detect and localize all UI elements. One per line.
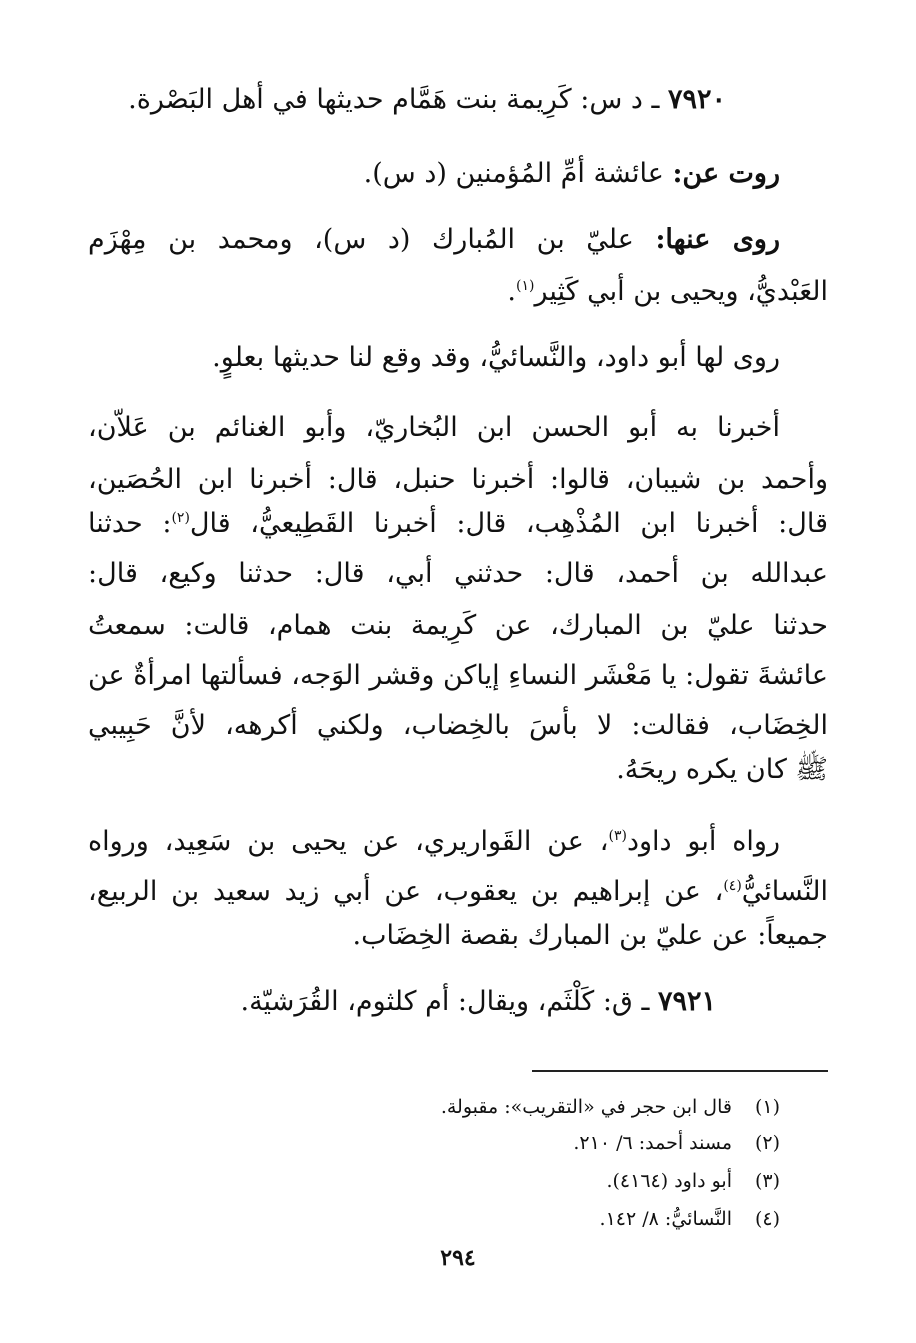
entry-number: ٧٩٢١ xyxy=(657,986,716,1017)
riwaya2-text: رواه أبو داود xyxy=(626,826,780,857)
footnote-ref-2: (٢) xyxy=(171,510,190,526)
hadith-text: الخِضَاب، فقالت: لا بأسَ بالخِضاب، ولكني أكرهه، لأنَّ حَبِيبي xyxy=(88,710,828,741)
footnote-2 xyxy=(200,1128,780,1158)
footnote-number: (١) xyxy=(754,1096,780,1118)
hadith-text: أخبرنا به أبو الحسن ابن البُخاريّ، وأبو الغنائم بن عَلاّن، xyxy=(88,412,780,443)
riwaya-line xyxy=(88,332,780,384)
footnote-text: قال ابن حجر في «التقريب»: مقبولة. xyxy=(440,1096,732,1118)
hadith-text: عائشةَ تقول: يا مَعْشَر النساءِ إياكن وقشر الوَجه، فسألتها امرأةٌ عن xyxy=(88,660,828,691)
footnote-number: (٤) xyxy=(754,1208,780,1230)
riwaya2-line-3 xyxy=(88,910,828,962)
rawat-line xyxy=(88,148,780,200)
entry-title: ـ د س: كَرِيمة بنت هَمَّام حديثها في أهل البَصْرة. xyxy=(128,84,660,115)
rawa-text-2-end: . xyxy=(507,276,516,307)
footnote-4 xyxy=(200,1204,780,1234)
rawat-text: عائشة أمِّ المُؤمنين (د س). xyxy=(363,158,664,189)
entry-title: ـ ق: كَلْثَم، ويقال: أم كلثوم، القُرَشيّة. xyxy=(240,986,650,1017)
hadith-line-5 xyxy=(88,600,828,652)
footnote-ref-1: (١) xyxy=(516,278,535,294)
page-number: ٢٩٤ xyxy=(440,1245,476,1271)
entry-number: ٧٩٢٠ xyxy=(667,84,726,115)
footnote-text: النَّسائيُّ: ٨/ ١٤٢. xyxy=(599,1208,732,1230)
hadith-line-6 xyxy=(88,650,828,702)
hadith-text: قال: أخبرنا ابن المُذْهِب، قال: أخبرنا القَطِيعيُّ، قال xyxy=(189,508,828,539)
entry-7921-header xyxy=(88,976,716,1028)
riwaya2-text: النَّسائيُّ xyxy=(741,876,828,907)
rawa-text-2: العَبْديُّ، ويحيى بن أبي كَثِير xyxy=(534,276,828,307)
hadith-line-8 xyxy=(88,744,828,796)
riwaya2-text: ، عن القَواريري، عن يحيى بن سَعِيد، ورواه xyxy=(88,826,609,857)
hadith-text: عبدالله بن أحمد، قال: حدثني أبي، قال: حدثنا وكيع، قال: xyxy=(88,558,828,589)
rawa-line-1 xyxy=(88,214,780,266)
footnote-ref-3: (٣) xyxy=(608,828,627,844)
footnote-number: (٢) xyxy=(754,1132,780,1154)
hadith-text: وأحمد بن شيبان، قالوا: أخبرنا حنبل، قال: أخبرنا ابن الحُصَين، xyxy=(88,464,829,495)
footnote-text: مسند أحمد: ٦/ ٢١٠. xyxy=(573,1132,732,1154)
footnote-ref-4: (٤) xyxy=(723,878,742,894)
hadith-text: حدثنا عليّ بن المبارك، عن كَرِيمة بنت همام، قالت: سمعتُ xyxy=(88,610,828,641)
riwaya2-text: جميعاً: عن عليّ بن المبارك بقصة الخِضَاب. xyxy=(352,920,828,951)
riwaya2-line-1 xyxy=(88,816,780,868)
entry-7920-header xyxy=(88,74,726,126)
rawa-label: روى عنها: xyxy=(655,224,780,255)
footnote-divider xyxy=(532,1070,828,1072)
rawa-line-2 xyxy=(88,266,828,318)
rawat-label: روت عن: xyxy=(672,158,780,189)
hadith-line-4 xyxy=(88,548,828,600)
rawa-text-1: عليّ بن المُبارك (د س)، ومحمد بن مِهْزَم xyxy=(88,224,634,255)
footnote-1 xyxy=(200,1092,780,1122)
footnote-text: أبو داود (٤١٦٤). xyxy=(606,1170,732,1192)
footnote-3 xyxy=(200,1166,780,1196)
hadith-text: ﷺ كان يكره ريحَهُ. xyxy=(616,754,828,785)
hadith-line-3 xyxy=(88,498,828,550)
riwaya2-text: ، عن إبراهيم بن يعقوب، عن أبي زيد سعيد بن الربيع، xyxy=(88,876,724,907)
riwaya-text: روى لها أبو داود، والنَّسائيُّ، وقد وقع لنا حديثها بعلوٍ. xyxy=(212,342,780,373)
hadith-text: : حدثنا xyxy=(88,508,172,539)
hadith-line-1 xyxy=(88,402,780,454)
footnote-number: (٣) xyxy=(754,1170,780,1192)
